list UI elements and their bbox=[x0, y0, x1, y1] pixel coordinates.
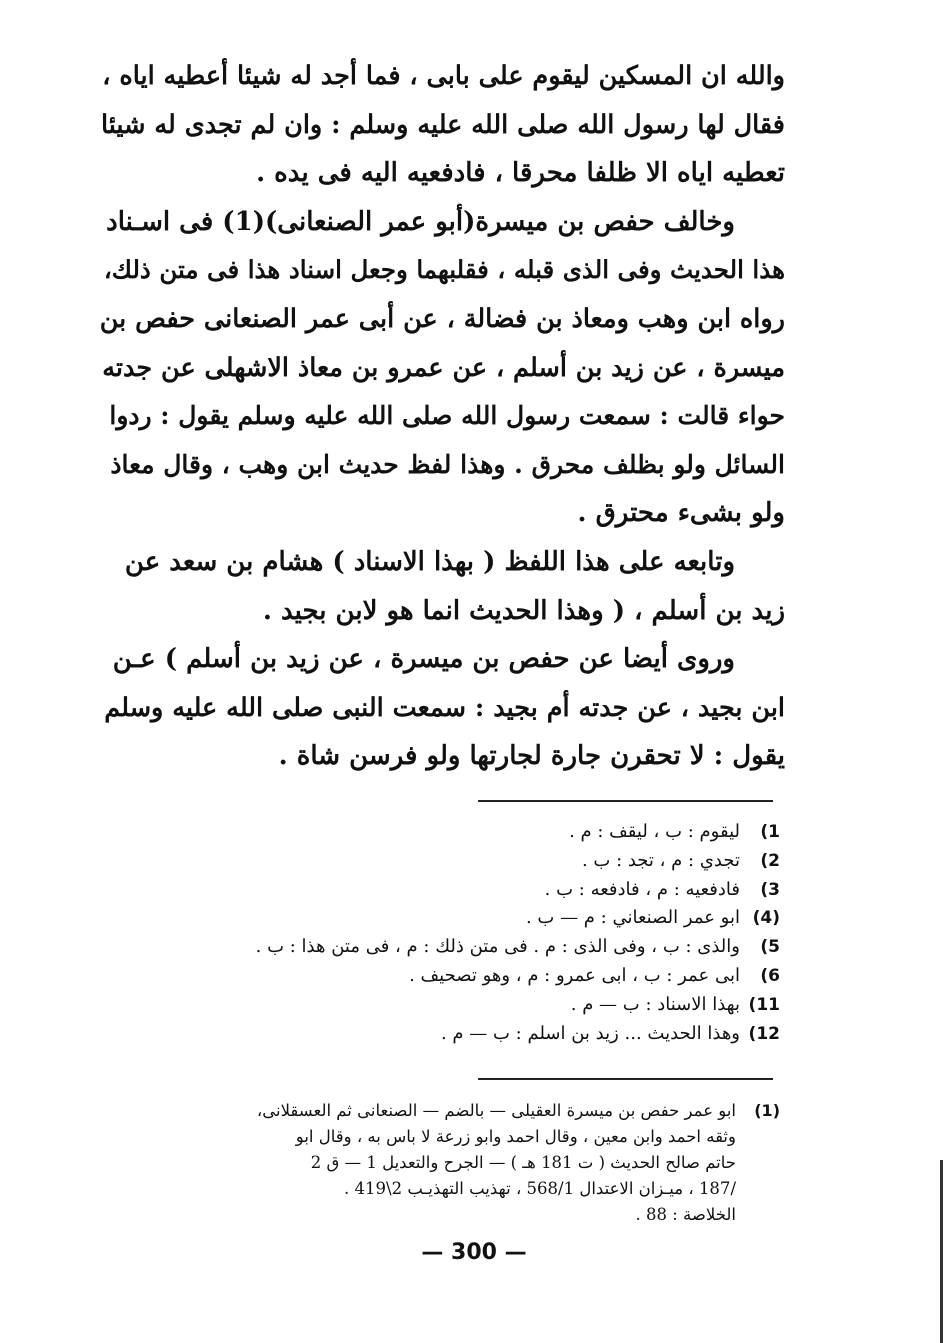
text-line: السائل ولو بظلف محرق . وهذا لفظ حديث ابن وهب ، وقال معاذ bbox=[110, 449, 785, 479]
text-line: حواء قالت : سمعت رسول الله صلى الله عليه وسلم يقول : ردوا bbox=[109, 401, 785, 431]
variant-notes bbox=[100, 818, 780, 1048]
variant-note bbox=[100, 847, 780, 876]
footnote-line: /187 ، ميـزان الاعتدال 568/1 ، تهذيب التهذيـب 2\419 . bbox=[344, 1179, 736, 1198]
variant-note-number: 6) bbox=[760, 965, 780, 986]
text-line: زيد بن أسلم ، ( وهذا الحديث انما هو لابن بجيد . bbox=[262, 595, 785, 626]
variant-note-number: 2) bbox=[760, 850, 780, 871]
footnote-line: وثقه احمد وابن معين ، وقال احمد وابو زرعة لا باس به ، وقال ابو bbox=[295, 1127, 736, 1146]
variant-note bbox=[100, 904, 780, 933]
footnote-line: حاتم صالح الحديث ( ت 181 هـ ) — الجرح والتعديل 1 — ق 2 bbox=[310, 1153, 736, 1172]
text-line: يقول : لا تحقرن جارة لجارتها ولو فرسن شاة . bbox=[278, 741, 785, 772]
text-line: ولو بشىء محترق . bbox=[577, 498, 785, 529]
text-line: وروى أيضا عن حفص بن ميسرة ، عن زيد بن أسلم ) عـن bbox=[112, 644, 735, 675]
footnote-number: (1) bbox=[754, 1101, 780, 1120]
variant-note-text: فادفعيه : م ، فادفعه : ب . bbox=[544, 878, 740, 900]
text-line: وتابعه على هذا اللفظ ( بهذا الاسناد ) هشام بن سعد عن bbox=[124, 546, 735, 577]
text-line: ابن بجيد ، عن جدته أم بجيد : سمعت النبى صلى الله عليه وسلم bbox=[104, 692, 785, 723]
footnote-line: ابو عمر حفص بن ميسرة العقيلى — بالضم — الصنعانى ثم العسقلانى، bbox=[256, 1101, 736, 1120]
text-line: والله ان المسكين ليقوم على بابى ، فما أجد له شيئا أعطيه اياه ، bbox=[102, 61, 785, 91]
footnote-divider bbox=[478, 1078, 773, 1080]
variant-note-text: وهذا الحديث ... زيد بن اسلم : ب — م . bbox=[440, 1022, 740, 1044]
variant-note-number: 5) bbox=[760, 937, 780, 958]
variant-note-text: والذى : ب ، وفى الذى : م . فى متن ذلك : م ، فى متن هذا : ب . bbox=[255, 936, 740, 958]
variant-note-text: بهذا الاسناد : ب — م . bbox=[570, 993, 740, 1015]
notes-divider bbox=[478, 800, 773, 802]
variant-note-number: 1) bbox=[760, 822, 780, 842]
footnote-text bbox=[110, 1098, 736, 1228]
text-line: ميسرة ، عن زيد بن أسلم ، عن عمرو بن معاذ الاشهلى عن جدته bbox=[102, 352, 785, 383]
variant-note-text: ابى عمر : ب ، ابى عمرو : م ، وهو تصحيف . bbox=[409, 964, 740, 986]
main-text bbox=[100, 52, 785, 781]
variant-note bbox=[100, 876, 780, 905]
text-line: فقال لها رسول الله صلى الله عليه وسلم : وان لم تجدى له شيئا bbox=[100, 109, 785, 140]
variant-note-number: (4) bbox=[752, 908, 780, 929]
scan-edge bbox=[940, 1160, 943, 1343]
text-line: هذا الحديث وفى الذى قبله ، فقلبهما وجعل اسناد هذا فى متن ذلك، bbox=[103, 255, 785, 285]
variant-note-number: 3) bbox=[760, 879, 780, 900]
text-line: تعطيه اياه الا ظلفا محرقا ، فادفعيه اليه فى يده . bbox=[256, 158, 785, 189]
variant-note bbox=[100, 962, 780, 991]
variant-note bbox=[100, 933, 780, 962]
text-line: وخالف حفص بن ميسرة(أبو عمر الصنعانى)(1) فى اسـناد bbox=[106, 206, 735, 237]
variant-note bbox=[100, 818, 780, 847]
page-number: — 300 — bbox=[421, 1240, 527, 1265]
variant-note-number: 12) bbox=[748, 1023, 780, 1044]
variant-note-text: تجدي : م ، تجد : ب . bbox=[581, 849, 740, 871]
variant-note-text: ليقوم : ب ، ليقف : م . bbox=[569, 821, 740, 842]
variant-note-number: 11) bbox=[748, 994, 780, 1015]
footnote bbox=[110, 1098, 780, 1228]
text-line: رواه ابن وهب ومعاذ بن فضالة ، عن أبى عمر الصنعانى حفص بن bbox=[100, 303, 785, 334]
footnote-line: الخلاصة : 88 . bbox=[635, 1205, 736, 1224]
variant-note-text: ابو عمر الصنعاني : م — ب . bbox=[525, 907, 740, 929]
variant-note bbox=[100, 1020, 780, 1049]
variant-note bbox=[100, 991, 780, 1020]
